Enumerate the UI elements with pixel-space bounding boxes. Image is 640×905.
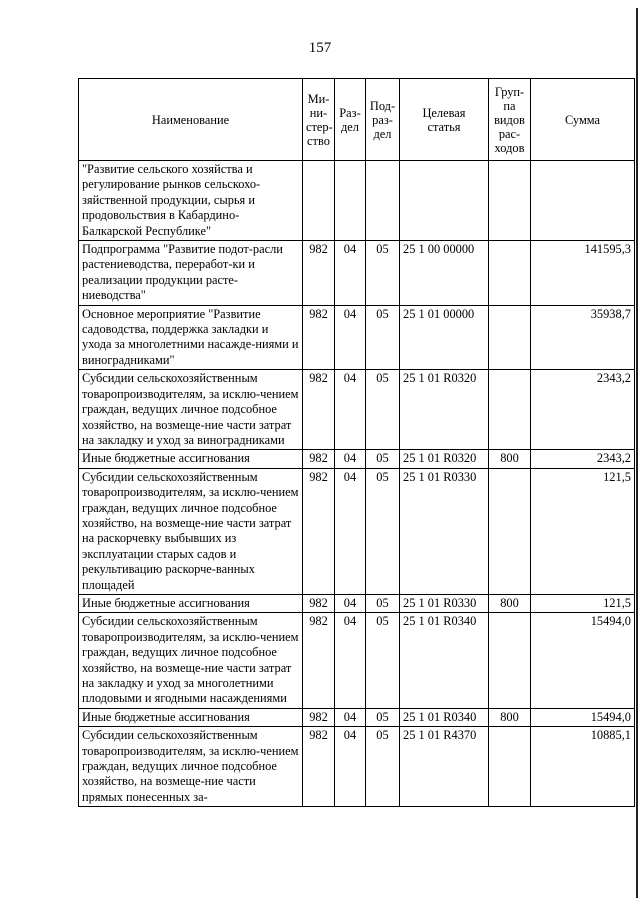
cell-ministry: 982 [303, 613, 335, 708]
cell-subsection [366, 161, 400, 241]
cell-sum: 141595,3 [531, 241, 635, 306]
cell-target: 25 1 01 R0330 [400, 594, 489, 612]
cell-ministry: 982 [303, 708, 335, 726]
cell-subsection: 05 [366, 468, 400, 594]
cell-ministry: 982 [303, 594, 335, 612]
cell-section: 04 [335, 613, 366, 708]
cell-ministry: 982 [303, 468, 335, 594]
table-row [79, 468, 635, 594]
cell-ministry: 982 [303, 450, 335, 468]
cell-target: 25 1 01 00000 [400, 305, 489, 370]
cell-subsection: 05 [366, 594, 400, 612]
cell-sum: 15494,0 [531, 708, 635, 726]
cell-group: 800 [489, 594, 531, 612]
cell-section: 04 [335, 370, 366, 450]
cell-target: 25 1 01 R0320 [400, 370, 489, 450]
cell-section: 04 [335, 241, 366, 306]
cell-target: 25 1 01 R0330 [400, 468, 489, 594]
cell-subsection: 05 [366, 450, 400, 468]
cell-target: 25 1 00 00000 [400, 241, 489, 306]
cell-name: Субсидии сельскохозяйственным товаропроизводителям, за исклю-чением граждан, ведущих личное подсобное хозяйство, на возмеще-ние части прямых понесенных за- [79, 727, 303, 807]
cell-group [489, 370, 531, 450]
header-ministry: Ми- ни- стер- ство [303, 79, 335, 161]
cell-sum: 10885,1 [531, 727, 635, 807]
page-number: 157 [308, 40, 332, 56]
table-row [79, 305, 635, 370]
cell-name: Иные бюджетные ассигнования [79, 708, 303, 726]
cell-group: 800 [489, 708, 531, 726]
cell-ministry: 982 [303, 241, 335, 306]
cell-name: Подпрограмма "Развитие подот-расли растениеводства, переработ-ки и реализации продукции расте-ниеводства" [79, 241, 303, 306]
header-name: Наименование [79, 79, 303, 161]
cell-ministry: 982 [303, 727, 335, 807]
table-row [79, 370, 635, 450]
budget-table [78, 78, 635, 807]
header-subsection: Под- раз- дел [366, 79, 400, 161]
cell-subsection: 05 [366, 708, 400, 726]
cell-sum: 2343,2 [531, 450, 635, 468]
table-row [79, 450, 635, 468]
cell-sum: 2343,2 [531, 370, 635, 450]
cell-group [489, 727, 531, 807]
table-row [79, 241, 635, 306]
cell-section: 04 [335, 450, 366, 468]
cell-group [489, 305, 531, 370]
cell-sum [531, 161, 635, 241]
cell-sum: 15494,0 [531, 613, 635, 708]
cell-sum: 35938,7 [531, 305, 635, 370]
header-target: Целевая статья [400, 79, 489, 161]
cell-sum: 121,5 [531, 594, 635, 612]
page-edge-line [636, 8, 638, 898]
table-row [79, 708, 635, 726]
cell-ministry: 982 [303, 305, 335, 370]
cell-group [489, 613, 531, 708]
cell-group [489, 241, 531, 306]
cell-section: 04 [335, 468, 366, 594]
table-row [79, 727, 635, 807]
header-sum: Сумма [531, 79, 635, 161]
header-group: Груп- па видов рас- ходов [489, 79, 531, 161]
cell-subsection: 05 [366, 305, 400, 370]
cell-name: Субсидии сельскохозяйственным товаропроизводителям, за исклю-чением граждан, ведущих личное подсобное хозяйство, на возмеще-ние части затрат на закладку и уход за виноградниками [79, 370, 303, 450]
cell-subsection: 05 [366, 370, 400, 450]
cell-target [400, 161, 489, 241]
cell-name: "Развитие сельского хозяйства и регулирование рынков сельскохо-зяйственной продукции, сырья и продовольствия в Кабардино-Балкарской Республике" [79, 161, 303, 241]
table-row [79, 594, 635, 612]
cell-target: 25 1 01 R0340 [400, 613, 489, 708]
cell-section: 04 [335, 305, 366, 370]
table-row [79, 613, 635, 708]
cell-name: Субсидии сельскохозяйственным товаропроизводителям, за исклю-чением граждан, ведущих личное подсобное хозяйство, на возмеще-ние части затрат на раскорчевку выбывших из эксплуатации старых садов и рекультивацию раскорче-ванных площадей [79, 468, 303, 594]
cell-ministry: 982 [303, 370, 335, 450]
table-body [79, 161, 635, 807]
cell-target: 25 1 01 R0320 [400, 450, 489, 468]
cell-group: 800 [489, 450, 531, 468]
table-row [79, 161, 635, 241]
cell-group [489, 161, 531, 241]
cell-target: 25 1 01 R4370 [400, 727, 489, 807]
header-section: Раз- дел [335, 79, 366, 161]
cell-subsection: 05 [366, 613, 400, 708]
cell-name: Субсидии сельскохозяйственным товаропроизводителям, за исклю-чением граждан, ведущих личное подсобное хозяйство, на возмеще-ние части затрат на закладку и уход за многолетними плодовыми и ягодными насаждениями [79, 613, 303, 708]
cell-subsection: 05 [366, 241, 400, 306]
cell-sum: 121,5 [531, 468, 635, 594]
cell-section: 04 [335, 594, 366, 612]
cell-name: Основное мероприятие "Развитие садоводства, поддержка закладки и ухода за многолетними насажде-ниями и виноградниками" [79, 305, 303, 370]
cell-name: Иные бюджетные ассигнования [79, 450, 303, 468]
cell-section [335, 161, 366, 241]
cell-group [489, 468, 531, 594]
cell-name: Иные бюджетные ассигнования [79, 594, 303, 612]
cell-subsection: 05 [366, 727, 400, 807]
cell-section: 04 [335, 708, 366, 726]
table-header-row [79, 79, 635, 161]
cell-section: 04 [335, 727, 366, 807]
cell-ministry [303, 161, 335, 241]
cell-target: 25 1 01 R0340 [400, 708, 489, 726]
